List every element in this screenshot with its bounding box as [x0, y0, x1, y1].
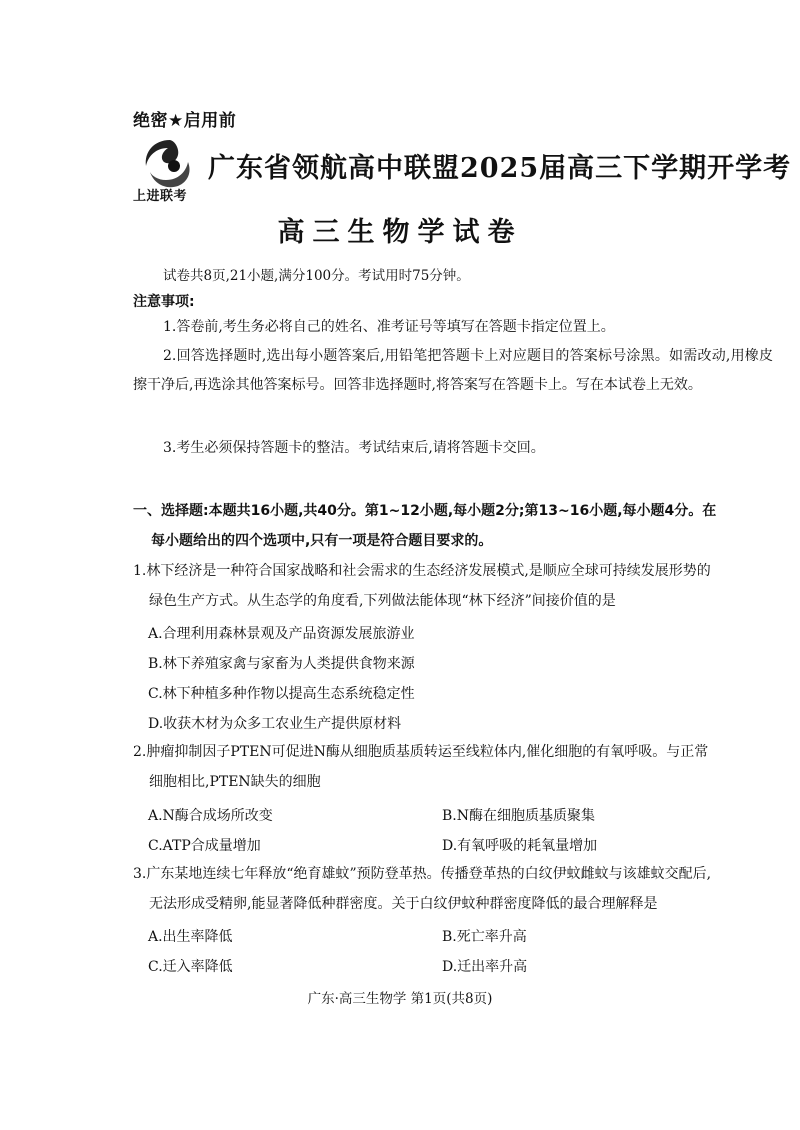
page-footer: 广东·高三生物学 第1页(共8页)	[307, 991, 493, 1007]
question-1-stem-line-1: 1.林下经济是一种符合国家战略和社会需求的生态经济发展模式,是顺应全球可持续发展形势的	[133, 563, 711, 579]
section-heading-line-1: 一、选择题:本题共16小题,共40分。第1~12小题,每小题2分;第13~16小题,每小题4分。在	[133, 503, 717, 519]
question-2-option-a: A.N酶合成场所改变	[148, 808, 273, 824]
question-2	[133, 737, 783, 797]
question-1	[133, 556, 783, 616]
question-2-option-b: B.N酶在细胞质基质聚集	[442, 808, 595, 824]
exam-subtitle: 高三生物学试卷	[277, 217, 523, 248]
question-1-option-b: B.林下养殖家禽与家畜为人类提供食物来源	[148, 656, 415, 672]
notice-item-2: 2.回答选择题时,选出每小题答案后,用铅笔把答题卡上对应题目的答案标号涂黑。如需改动,用橡皮擦干净后,再选涂其他答案标号。回答非选择题时,将答案写在答题卡上。写在本试卷上无效。	[133, 348, 773, 393]
section-heading	[133, 496, 783, 556]
question-2-stem-line-1: 2.肿瘤抑制因子PTEN可促进N酶从细胞质基质转运至线粒体内,催化细胞的有氧呼吸。与正常	[133, 744, 709, 760]
question-3-option-c: C.迁入率降低	[148, 959, 233, 975]
confidential-label: 绝密★启用前	[133, 111, 237, 131]
question-1-stem-line-2: 绿色生产方式。从生态学的角度看,下列做法能体现“林下经济”间接价值的是	[149, 593, 616, 609]
notice-heading: 注意事项:	[133, 294, 195, 310]
question-3-option-d: D.迁出率升高	[442, 959, 528, 975]
question-1-option-d: D.收获木材为众多工农业生产提供原材料	[148, 716, 402, 732]
notice-item-1: 1.答卷前,考生务必将自己的姓名、准考证号等填写在答题卡指定位置上。	[163, 319, 615, 335]
question-2-option-c: C.ATP合成量增加	[148, 838, 261, 854]
question-3	[133, 859, 783, 919]
question-3-option-a: A.出生率降低	[148, 929, 233, 945]
question-1-option-c: C.林下种植多种作物以提高生态系统稳定性	[148, 686, 415, 702]
question-2-option-d: D.有氧呼吸的耗氧量增加	[442, 838, 598, 854]
question-3-stem-line-2: 无法形成受精卵,能显著降低种群密度。关于白纹伊蚊种群密度降低的最合理解释是	[149, 896, 658, 912]
notice-item-3: 3.考生必须保持答题卡的整洁。考试结束后,请将答题卡交回。	[163, 440, 545, 456]
question-2-stem-line-2: 细胞相比,PTEN缺失的细胞	[149, 774, 321, 790]
question-1-option-a: A.合理利用森林景观及产品资源发展旅游业	[148, 626, 415, 642]
exam-title: 广东省领航高中联盟2025届高三下学期开学考	[208, 153, 792, 184]
question-3-option-b: B.死亡率升高	[442, 929, 527, 945]
question-3-stem-line-1: 3.广东某地连续七年释放“绝育雄蚊”预防登革热。传播登革热的白纹伊蚊雌蚊与该雄蚊交配后,	[133, 866, 712, 882]
section-heading-line-2: 每小题给出的四个选项中,只有一项是符合题目要求的。	[151, 533, 493, 549]
logo-caption: 上进联考	[133, 189, 188, 204]
exam-info: 试卷共8页,21小题,满分100分。考试用时75分钟。	[163, 268, 470, 284]
